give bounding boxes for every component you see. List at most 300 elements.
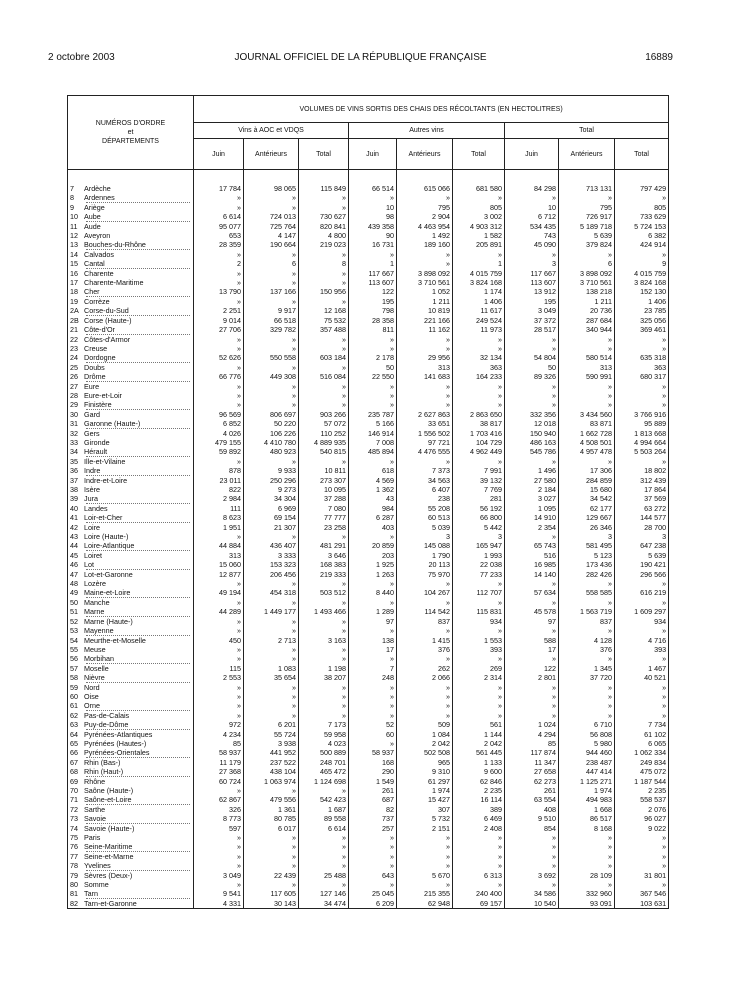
table-row bbox=[68, 711, 669, 720]
value-cell: 795 bbox=[397, 203, 453, 212]
value-cell: » bbox=[505, 391, 559, 400]
value-cell: » bbox=[453, 842, 505, 851]
value-cell: 115 831 bbox=[453, 607, 505, 616]
value-cell: » bbox=[453, 382, 505, 391]
value-cell: 1 bbox=[453, 259, 505, 268]
value-cell: 296 566 bbox=[615, 570, 669, 579]
department-code: 15 bbox=[70, 259, 78, 269]
value-cell: » bbox=[559, 400, 615, 409]
department-name: Gard bbox=[84, 409, 100, 419]
department-cell bbox=[68, 683, 194, 692]
value-cell: » bbox=[349, 532, 397, 541]
value-cell: 2 066 bbox=[397, 673, 453, 682]
department-name: Marne bbox=[84, 607, 105, 617]
value-cell: 27 658 bbox=[505, 767, 559, 776]
value-cell: 237 522 bbox=[244, 758, 299, 767]
value-cell: » bbox=[453, 598, 505, 607]
value-cell: 1 362 bbox=[349, 485, 397, 494]
value-cell: 805 bbox=[615, 203, 669, 212]
department-name: Finistère bbox=[84, 400, 112, 410]
department-name: Charente bbox=[84, 268, 114, 278]
value-cell: 4 331 bbox=[194, 899, 244, 909]
value-cell: 558 585 bbox=[559, 588, 615, 597]
value-cell: » bbox=[194, 598, 244, 607]
department-code: 11 bbox=[70, 221, 78, 231]
department-cell bbox=[68, 767, 194, 776]
table-row bbox=[68, 626, 669, 635]
department-cell bbox=[68, 438, 194, 447]
value-cell: 588 bbox=[505, 636, 559, 645]
value-cell: 49 194 bbox=[194, 588, 244, 597]
value-cell: 62 177 bbox=[559, 504, 615, 513]
value-cell: 12 877 bbox=[194, 570, 244, 579]
value-cell: 9 bbox=[615, 259, 669, 268]
table-row bbox=[68, 410, 669, 419]
department-name: Saône-et-Loire bbox=[84, 795, 132, 805]
value-cell: 205 891 bbox=[453, 240, 505, 249]
value-cell: 1 263 bbox=[349, 570, 397, 579]
subcol-header: Juin bbox=[349, 139, 397, 170]
value-cell: » bbox=[299, 297, 349, 306]
value-cell: » bbox=[397, 852, 453, 861]
department-name: Rhin (Haut-) bbox=[84, 767, 124, 777]
value-cell: 454 318 bbox=[244, 588, 299, 597]
value-cell: 13 912 bbox=[505, 287, 559, 296]
value-cell: 326 bbox=[194, 805, 244, 814]
value-cell: 189 160 bbox=[397, 240, 453, 249]
value-cell: 325 056 bbox=[615, 316, 669, 325]
value-cell: 20 113 bbox=[397, 560, 453, 569]
value-cell: » bbox=[559, 842, 615, 851]
department-code: 14 bbox=[70, 249, 78, 259]
value-cell: 17 784 bbox=[194, 170, 244, 194]
department-code: 62 bbox=[70, 710, 78, 720]
table-row bbox=[68, 504, 669, 513]
department-code: 73 bbox=[70, 814, 78, 824]
value-cell: » bbox=[244, 335, 299, 344]
value-cell: » bbox=[194, 400, 244, 409]
value-cell: 6 065 bbox=[615, 739, 669, 748]
department-code: 42 bbox=[70, 522, 78, 532]
value-cell: 23 785 bbox=[615, 306, 669, 315]
value-cell: » bbox=[397, 457, 453, 466]
value-cell: » bbox=[244, 532, 299, 541]
value-cell: 9 933 bbox=[244, 466, 299, 475]
value-cell: 129 667 bbox=[559, 513, 615, 522]
value-cell: 934 bbox=[615, 617, 669, 626]
department-name: Pyrénées-Atlantiques bbox=[84, 729, 153, 739]
value-cell: » bbox=[505, 683, 559, 692]
department-code: 49 bbox=[70, 588, 78, 598]
value-cell: 28 359 bbox=[194, 240, 244, 249]
subcol-header: Antérieurs bbox=[559, 139, 615, 170]
value-cell: 1 993 bbox=[453, 551, 505, 560]
group-header-total: Total bbox=[505, 123, 669, 139]
department-code: 25 bbox=[70, 362, 78, 372]
value-cell: 248 bbox=[349, 673, 397, 682]
value-cell: 127 146 bbox=[299, 889, 349, 898]
value-cell: » bbox=[615, 391, 669, 400]
department-code: 32 bbox=[70, 428, 78, 438]
value-cell: » bbox=[559, 344, 615, 353]
department-cell bbox=[68, 739, 194, 748]
department-name: Hérault bbox=[84, 447, 108, 457]
value-cell: 7 008 bbox=[349, 438, 397, 447]
value-cell: » bbox=[244, 852, 299, 861]
value-cell: 580 514 bbox=[559, 353, 615, 362]
value-cell: 1 467 bbox=[615, 664, 669, 673]
value-cell: 1 084 bbox=[397, 730, 453, 739]
table-row bbox=[68, 269, 669, 278]
department-name: Corrèze bbox=[84, 296, 110, 306]
table-row bbox=[68, 683, 669, 692]
value-cell: » bbox=[194, 344, 244, 353]
value-cell: 3 bbox=[397, 532, 453, 541]
department-name: Yvelines bbox=[84, 861, 111, 871]
department-code: 31 bbox=[70, 419, 78, 429]
value-cell: » bbox=[505, 598, 559, 607]
value-cell: » bbox=[299, 363, 349, 372]
value-cell: » bbox=[194, 683, 244, 692]
value-cell: 7 080 bbox=[299, 504, 349, 513]
department-name: Drôme bbox=[84, 372, 106, 382]
value-cell: 1 687 bbox=[299, 805, 349, 814]
value-cell: » bbox=[559, 382, 615, 391]
value-cell: 534 435 bbox=[505, 222, 559, 231]
value-cell: 4 026 bbox=[194, 429, 244, 438]
department-name: Seine-et-Marne bbox=[84, 851, 134, 861]
value-cell: » bbox=[349, 880, 397, 889]
value-cell: » bbox=[194, 626, 244, 635]
department-cell bbox=[68, 645, 194, 654]
department-code: 26 bbox=[70, 372, 78, 382]
value-cell: 312 439 bbox=[615, 476, 669, 485]
department-name: Creuse bbox=[84, 343, 108, 353]
table-row bbox=[68, 541, 669, 550]
value-cell: 5 039 bbox=[397, 523, 453, 532]
value-cell: 329 782 bbox=[244, 325, 299, 334]
value-cell: » bbox=[397, 579, 453, 588]
value-cell: 219 333 bbox=[299, 570, 349, 579]
department-name: Côte-d'Or bbox=[84, 325, 115, 335]
subcol-header: Total bbox=[453, 139, 505, 170]
department-code: 22 bbox=[70, 334, 78, 344]
value-cell: » bbox=[299, 344, 349, 353]
value-cell: 215 355 bbox=[397, 889, 453, 898]
table-row bbox=[68, 523, 669, 532]
value-cell: 56 192 bbox=[453, 504, 505, 513]
value-cell: 25 488 bbox=[299, 871, 349, 880]
value-cell: » bbox=[349, 457, 397, 466]
value-cell: 1 492 bbox=[397, 231, 453, 240]
value-cell: 2 bbox=[194, 259, 244, 268]
department-cell bbox=[68, 259, 194, 268]
value-cell: 15 060 bbox=[194, 560, 244, 569]
table-row bbox=[68, 842, 669, 851]
table-row bbox=[68, 833, 669, 842]
page-header bbox=[48, 52, 673, 66]
department-code: 81 bbox=[70, 889, 78, 899]
value-cell: 85 bbox=[194, 739, 244, 748]
value-cell: 3 898 092 bbox=[559, 269, 615, 278]
table-row bbox=[68, 899, 669, 909]
value-cell: 797 429 bbox=[615, 170, 669, 194]
value-cell: » bbox=[397, 833, 453, 842]
value-cell: » bbox=[615, 833, 669, 842]
value-cell: 96 569 bbox=[194, 410, 244, 419]
value-cell: » bbox=[505, 457, 559, 466]
department-name: Pas-de-Calais bbox=[84, 710, 130, 720]
value-cell: » bbox=[299, 269, 349, 278]
value-cell: 681 580 bbox=[453, 170, 505, 194]
value-cell: 50 220 bbox=[244, 419, 299, 428]
value-cell: » bbox=[349, 193, 397, 202]
value-cell: 10 540 bbox=[505, 899, 559, 909]
value-cell: 62 273 bbox=[505, 777, 559, 786]
value-cell: 34 563 bbox=[397, 476, 453, 485]
value-cell: 34 586 bbox=[505, 889, 559, 898]
value-cell: » bbox=[397, 250, 453, 259]
value-cell: 59 892 bbox=[194, 447, 244, 456]
department-name: Puy-de-Dôme bbox=[84, 720, 129, 730]
value-cell: 22 550 bbox=[349, 372, 397, 381]
department-code: 43 bbox=[70, 532, 78, 542]
department-name: Tarn bbox=[84, 889, 98, 899]
value-cell: 465 472 bbox=[299, 767, 349, 776]
value-cell: 795 bbox=[559, 203, 615, 212]
table-row bbox=[68, 654, 669, 663]
department-name: Garonne (Haute-) bbox=[84, 419, 141, 429]
value-cell: 117 667 bbox=[505, 269, 559, 278]
value-cell: 11 162 bbox=[397, 325, 453, 334]
table-row bbox=[68, 485, 669, 494]
value-cell: 10 bbox=[505, 203, 559, 212]
value-cell: 27 368 bbox=[194, 767, 244, 776]
table-row bbox=[68, 814, 669, 823]
value-cell: » bbox=[615, 598, 669, 607]
value-cell: 944 460 bbox=[559, 748, 615, 757]
value-cell: 313 bbox=[397, 363, 453, 372]
value-cell: » bbox=[194, 457, 244, 466]
value-cell: 3 938 bbox=[244, 739, 299, 748]
value-cell: 111 bbox=[194, 504, 244, 513]
value-cell: 11 973 bbox=[453, 325, 505, 334]
subcol-header: Total bbox=[299, 139, 349, 170]
value-cell: 2 984 bbox=[194, 494, 244, 503]
value-cell: » bbox=[349, 739, 397, 748]
table-row bbox=[68, 513, 669, 522]
department-cell bbox=[68, 899, 194, 909]
value-cell: 190 664 bbox=[244, 240, 299, 249]
value-cell: 89 558 bbox=[299, 814, 349, 823]
value-cell: » bbox=[299, 711, 349, 720]
value-cell: » bbox=[559, 852, 615, 861]
value-cell: 34 474 bbox=[299, 899, 349, 909]
department-code: 72 bbox=[70, 804, 78, 814]
value-cell: 408 bbox=[505, 805, 559, 814]
value-cell: 733 629 bbox=[615, 212, 669, 221]
value-cell: 26 346 bbox=[559, 523, 615, 532]
value-cell: 2 151 bbox=[397, 824, 453, 833]
value-cell: 9 600 bbox=[453, 767, 505, 776]
department-code: 12 bbox=[70, 231, 78, 241]
value-cell: » bbox=[615, 692, 669, 701]
value-cell: 479 556 bbox=[244, 795, 299, 804]
value-cell: 97 bbox=[349, 617, 397, 626]
value-cell: 38 207 bbox=[299, 673, 349, 682]
value-cell: » bbox=[194, 786, 244, 795]
department-code: 40 bbox=[70, 503, 78, 513]
value-cell: 77 777 bbox=[299, 513, 349, 522]
table-row bbox=[68, 316, 669, 325]
value-cell: 117 605 bbox=[244, 889, 299, 898]
leader-dots bbox=[86, 523, 190, 532]
department-name: Ardèche bbox=[84, 184, 111, 193]
value-cell: » bbox=[244, 579, 299, 588]
value-cell: 113 607 bbox=[349, 278, 397, 287]
department-cell bbox=[68, 476, 194, 485]
leader-dots bbox=[86, 889, 190, 898]
value-cell: 2 408 bbox=[453, 824, 505, 833]
value-cell: 98 065 bbox=[244, 170, 299, 194]
group-header-aoc: Vins à AOC et VDQS bbox=[194, 123, 349, 139]
department-name: Dordogne bbox=[84, 353, 116, 363]
value-cell: » bbox=[559, 250, 615, 259]
value-cell: 44 884 bbox=[194, 541, 244, 550]
value-cell: 1 024 bbox=[505, 720, 559, 729]
table-row bbox=[68, 570, 669, 579]
department-name: Meuse bbox=[84, 644, 106, 654]
value-cell: 104 267 bbox=[397, 588, 453, 597]
value-cell: » bbox=[505, 833, 559, 842]
department-cell bbox=[68, 203, 194, 212]
value-cell: » bbox=[244, 626, 299, 635]
value-cell: » bbox=[615, 852, 669, 861]
value-cell: 3 049 bbox=[194, 871, 244, 880]
department-code: 2A bbox=[70, 306, 79, 316]
table-row bbox=[68, 588, 669, 597]
value-cell: 4 957 478 bbox=[559, 447, 615, 456]
table-row bbox=[68, 852, 669, 861]
value-cell: » bbox=[615, 683, 669, 692]
value-cell: 820 841 bbox=[299, 222, 349, 231]
value-cell: 6 209 bbox=[349, 899, 397, 909]
value-cell: 3 bbox=[559, 532, 615, 541]
value-cell: 545 786 bbox=[505, 447, 559, 456]
value-cell: 1 361 bbox=[244, 805, 299, 814]
value-cell: 6 969 bbox=[244, 504, 299, 513]
value-cell: 4 962 449 bbox=[453, 447, 505, 456]
department-code: 9 bbox=[70, 202, 74, 212]
department-cell bbox=[68, 692, 194, 701]
value-cell: 3 163 bbox=[299, 636, 349, 645]
value-cell: 9 917 bbox=[244, 306, 299, 315]
value-cell: » bbox=[349, 250, 397, 259]
value-cell: 57 072 bbox=[299, 419, 349, 428]
value-cell: » bbox=[559, 683, 615, 692]
department-name: Rhin (Bas-) bbox=[84, 757, 121, 767]
value-cell: 4 294 bbox=[505, 730, 559, 739]
department-code: 82 bbox=[70, 898, 78, 908]
value-cell: 13 790 bbox=[194, 287, 244, 296]
value-cell: 2 314 bbox=[453, 673, 505, 682]
value-cell: 12 168 bbox=[299, 306, 349, 315]
value-cell: 65 743 bbox=[505, 541, 559, 550]
value-cell: 34 304 bbox=[244, 494, 299, 503]
value-cell: 10 bbox=[349, 203, 397, 212]
value-cell: 4 147 bbox=[244, 231, 299, 240]
value-cell: 282 426 bbox=[559, 570, 615, 579]
department-name: Tarn-et-Garonne bbox=[84, 898, 137, 908]
value-cell: 3 710 561 bbox=[397, 278, 453, 287]
department-code: 71 bbox=[70, 795, 78, 805]
value-cell: 1 345 bbox=[559, 664, 615, 673]
value-cell: 379 824 bbox=[559, 240, 615, 249]
value-cell: 21 307 bbox=[244, 523, 299, 532]
table-row bbox=[68, 777, 669, 786]
department-code: 19 bbox=[70, 296, 78, 306]
value-cell: 806 697 bbox=[244, 410, 299, 419]
value-cell: 66 518 bbox=[244, 316, 299, 325]
value-cell: 8 168 bbox=[559, 824, 615, 833]
value-cell: 2 553 bbox=[194, 673, 244, 682]
value-cell: 138 bbox=[349, 636, 397, 645]
value-cell: 480 923 bbox=[244, 447, 299, 456]
department-name: Loire-Atlantique bbox=[84, 541, 135, 551]
value-cell: 4 889 935 bbox=[299, 438, 349, 447]
value-cell: » bbox=[505, 626, 559, 635]
value-cell: 713 131 bbox=[559, 170, 615, 194]
department-name: Doubs bbox=[84, 362, 105, 372]
value-cell: » bbox=[299, 842, 349, 851]
department-cell bbox=[68, 212, 194, 221]
department-code: 28 bbox=[70, 390, 78, 400]
table-row bbox=[68, 645, 669, 654]
value-cell: » bbox=[559, 654, 615, 663]
department-name: Lozère bbox=[84, 579, 106, 589]
value-cell: 1 549 bbox=[349, 777, 397, 786]
value-cell: » bbox=[244, 344, 299, 353]
value-cell: 603 184 bbox=[299, 353, 349, 362]
department-cell bbox=[68, 494, 194, 503]
value-cell: 424 914 bbox=[615, 240, 669, 249]
table-row bbox=[68, 287, 669, 296]
value-cell: 1 449 177 bbox=[244, 607, 299, 616]
table-row bbox=[68, 692, 669, 701]
table-row bbox=[68, 344, 669, 353]
value-cell: 54 804 bbox=[505, 353, 559, 362]
department-name: Sarthe bbox=[84, 804, 106, 814]
value-cell: » bbox=[244, 203, 299, 212]
value-cell: » bbox=[244, 880, 299, 889]
value-cell: 984 bbox=[349, 504, 397, 513]
department-name: Corse-du-Sud bbox=[84, 306, 129, 316]
department-name: Nièvre bbox=[84, 673, 105, 683]
value-cell: » bbox=[453, 833, 505, 842]
value-cell: 590 991 bbox=[559, 372, 615, 381]
value-cell: » bbox=[453, 852, 505, 861]
value-cell: 10 811 bbox=[299, 466, 349, 475]
value-cell: » bbox=[615, 335, 669, 344]
department-code: 41 bbox=[70, 513, 78, 523]
leader-dots bbox=[86, 494, 190, 503]
value-cell: 3 824 168 bbox=[453, 278, 505, 287]
value-cell: 61 102 bbox=[615, 730, 669, 739]
value-cell: 1 211 bbox=[559, 297, 615, 306]
value-cell: 2 178 bbox=[349, 353, 397, 362]
value-cell: » bbox=[453, 654, 505, 663]
value-cell: 90 bbox=[349, 231, 397, 240]
